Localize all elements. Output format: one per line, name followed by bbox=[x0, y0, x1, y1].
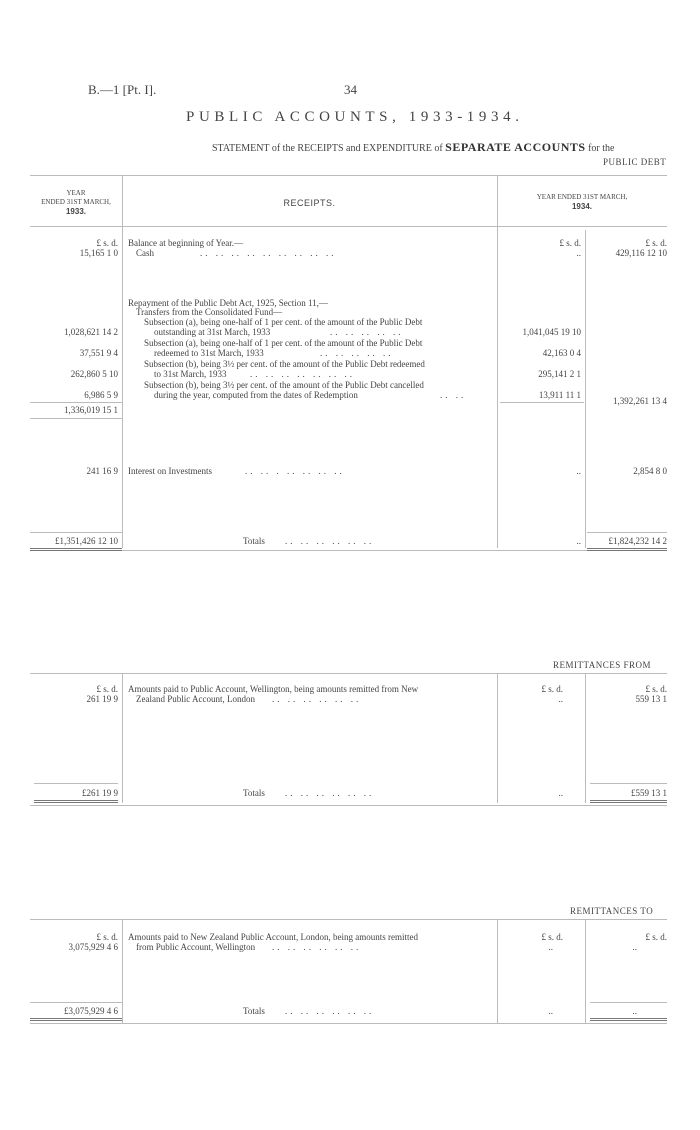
t2-unit-left: £ s. d. bbox=[96, 684, 118, 694]
col-year-1933-header: YEAR ENDED 31ST MARCH, 1933. bbox=[41, 189, 111, 216]
cash-1934-a: .. bbox=[576, 248, 581, 258]
subtitle-pre: STATEMENT of the RECEIPTS and EXPENDITURE of bbox=[212, 143, 443, 154]
t2-unit-r2: £ s. d. bbox=[645, 684, 667, 694]
item-1-line2: redeemed to 31st March, 1933 bbox=[154, 348, 264, 358]
totals-1933-1: £1,351,426 12 10 bbox=[55, 536, 118, 546]
page-number: 34 bbox=[344, 82, 357, 97]
totals-label-1: Totals bbox=[243, 536, 265, 546]
interest-label: Interest on Investments bbox=[128, 466, 212, 476]
totals-1934-b-1: £1,824,232 14 2 bbox=[608, 536, 667, 546]
t2-1934-b: 559 13 1 bbox=[635, 694, 667, 704]
t3-unit-r1: £ s. d. bbox=[541, 932, 563, 942]
item-2-line2: to 31st March, 1933 bbox=[154, 369, 227, 379]
t2-label-line1: Amounts paid to Public Account, Wellington, being amounts remitted from New bbox=[128, 684, 419, 694]
col-receipts-header: RECEIPTS. bbox=[283, 198, 336, 208]
t2-unit-r1: £ s. d. bbox=[541, 684, 563, 694]
item-0-1934: 1,041,045 19 10 bbox=[522, 327, 581, 337]
t3-1934-a: .. bbox=[548, 942, 553, 952]
t3-label-line2: from Public Account, Wellington bbox=[136, 942, 256, 952]
document-reference: B.—1 [Pt. I]. bbox=[88, 82, 157, 97]
t3-1934-b: .. bbox=[632, 942, 637, 952]
totals-1934-a-2: .. bbox=[558, 788, 563, 798]
repay-title: Repayment of the Public Debt Act, 1925, Section 11,— bbox=[128, 298, 328, 308]
totals-label-3: Totals bbox=[243, 1006, 265, 1016]
cash-label: Cash bbox=[136, 248, 154, 258]
totals-1934-b-2: £559 13 1 bbox=[631, 788, 667, 798]
totals-1933-3: £3,075,929 4 6 bbox=[64, 1006, 118, 1016]
item-1-line1: Subsection (a), being one-half of 1 per cent. of the amount of the Public Debt bbox=[144, 338, 423, 348]
item-2-1934: 295,141 2 1 bbox=[538, 369, 581, 379]
subtitle-bold: SEPARATE ACCOUNTS bbox=[445, 140, 586, 154]
subtitle-line2: PUBLIC DEBT bbox=[603, 157, 667, 167]
t2-label-line2: Zealand Public Account, London bbox=[136, 694, 255, 704]
subtitle-post: for the bbox=[588, 143, 615, 154]
totals-1934-b-3: .. bbox=[632, 1006, 637, 1016]
item-2-line1: Subsection (b), being 3½ per cent. of the amount of the Public Debt redeemed bbox=[144, 359, 425, 369]
t2-1934-a: .. bbox=[558, 694, 563, 704]
unit-r2: £ s. d. bbox=[645, 238, 667, 248]
t3-unit-left: £ s. d. bbox=[96, 932, 118, 942]
item-0-line1: Subsection (a), being one-half of 1 per cent. of the amount of the Public Debt bbox=[144, 317, 423, 327]
item-3-line1: Subsection (b), being 3½ per cent. of the amount of the Public Debt cancelled bbox=[144, 380, 424, 390]
page-title: PUBLIC ACCOUNTS, 1933-1934. bbox=[186, 109, 524, 125]
totals-1933-2: £261 19 9 bbox=[82, 788, 118, 798]
transfers-label: Transfers from the Consolidated Fund— bbox=[136, 307, 283, 317]
interest-1934-b: 2,854 8 0 bbox=[633, 466, 667, 476]
repay-total-1934: 1,392,261 13 4 bbox=[613, 396, 667, 406]
totals-1934-a-3: .. bbox=[548, 1006, 553, 1016]
item-3-1934: 13,911 11 1 bbox=[538, 390, 581, 400]
totals-1934-a-1: .. bbox=[576, 536, 581, 546]
item-2-1933: 262,860 5 10 bbox=[70, 369, 118, 379]
unit-left: £ s. d. bbox=[96, 238, 118, 248]
item-3-line2: during the year, computed from the dates of Redemption bbox=[154, 390, 358, 400]
balance-label: Balance at beginning of Year.— bbox=[128, 238, 243, 248]
repay-total-1933: 1,336,019 15 1 bbox=[64, 405, 118, 415]
t2-1933: 261 19 9 bbox=[86, 694, 118, 704]
item-0-line2: outstanding at 31st March, 1933 bbox=[154, 327, 271, 337]
item-0-1933: 1,028,621 14 2 bbox=[64, 327, 118, 337]
cash-1934-b: 429,116 12 10 bbox=[615, 248, 667, 258]
remittances-to-heading: REMITTANCES TO bbox=[570, 906, 654, 916]
item-1-1934: 42,163 0 4 bbox=[542, 348, 581, 358]
totals-label-2: Totals bbox=[243, 788, 265, 798]
t3-label-line1: Amounts paid to New Zealand Public Account, London, being amounts remitted bbox=[128, 932, 418, 942]
t3-1933: 3,075,929 4 6 bbox=[68, 942, 118, 952]
statement-subtitle bbox=[212, 140, 614, 155]
remittances-from-heading: REMITTANCES FROM bbox=[553, 660, 652, 670]
interest-1933: 241 16 9 bbox=[86, 466, 118, 476]
t3-unit-r2: £ s. d. bbox=[645, 932, 667, 942]
interest-1934-a: .. bbox=[576, 466, 581, 476]
unit-r1: £ s. d. bbox=[559, 238, 581, 248]
cash-1933: 15,165 1 0 bbox=[79, 248, 118, 258]
item-1-1933: 37,551 9 4 bbox=[79, 348, 118, 358]
col-year-1934-header: YEAR ENDED 31ST MARCH, 1934. bbox=[536, 193, 628, 211]
item-3-1933: 6,986 5 9 bbox=[84, 390, 118, 400]
